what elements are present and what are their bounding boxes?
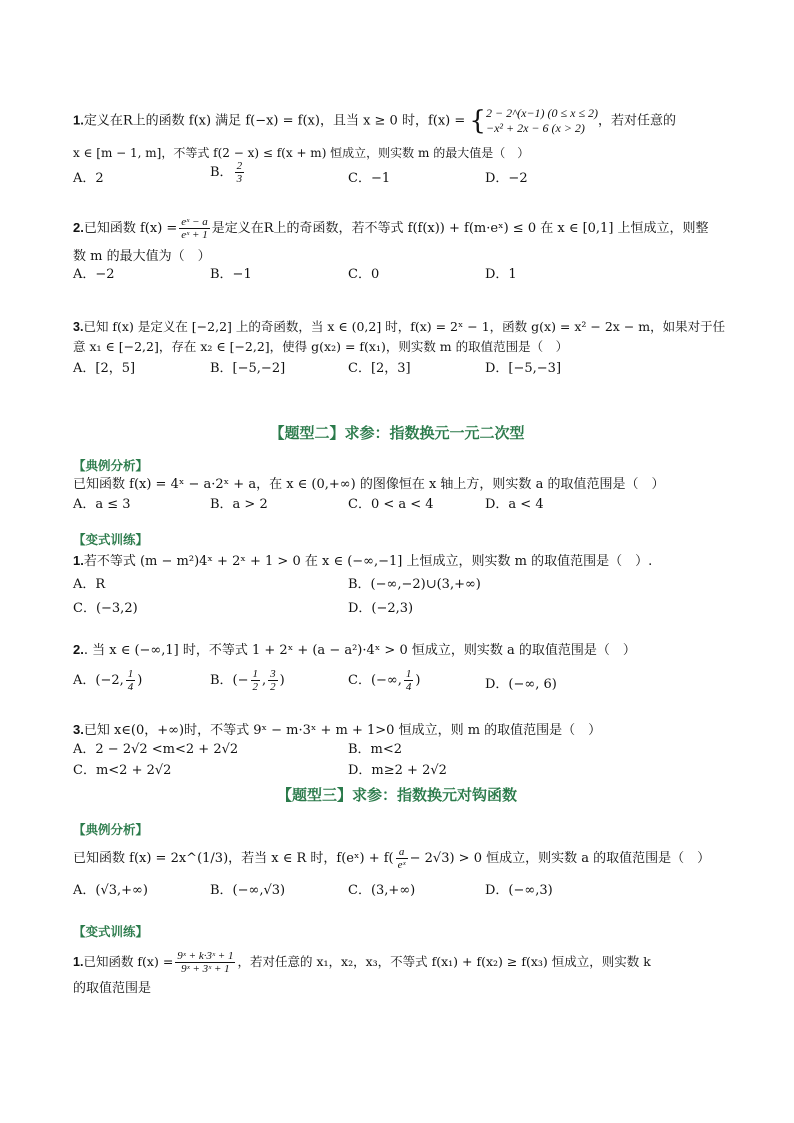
frac-num: 3	[270, 668, 276, 680]
frac-num: 1	[127, 668, 134, 680]
section2-t2-option-a-frac	[126, 668, 136, 693]
q1-text-c: ，若对任意的	[598, 113, 677, 129]
section3-t1-post: ，若对任意的 x₁，x₂，x₃，不等式 f(x₁) + f(x₂) ≥ f(x₃) 恒成立，则实数 k	[237, 954, 651, 969]
q1-option-a[interactable]: A．2	[73, 171, 104, 186]
section2-t2-option-b-frac1	[251, 668, 261, 693]
q1-option-d[interactable]: D．−2	[485, 171, 528, 186]
frac-den: 4	[405, 681, 412, 693]
q1-case2: −x² + 2x − 6 (x > 2)	[485, 121, 585, 135]
section2-t3-option-b[interactable]: B．m<2	[348, 742, 403, 757]
q2-option-b[interactable]: B．−1	[210, 267, 252, 282]
frac-den: 2	[270, 681, 276, 693]
section2-t2-option-d[interactable]: D．(−∞, 6)	[485, 677, 557, 692]
q1-text-a: 定义在R上的函数 f(x) 满足 f(−x) = f(x)，且当 x ≥ 0 时，f(x) =	[83, 113, 466, 129]
section3-example-option-d[interactable]: D．(−∞,3)	[485, 883, 553, 898]
q1-option-b-den: 3	[236, 173, 243, 185]
frac-den: 4	[127, 681, 134, 693]
section3-t1-line	[73, 950, 651, 975]
q1-option-c[interactable]: C．−1	[348, 171, 391, 186]
section2-t1-text: 若不等式 (m − m²)4ˣ + 2ˣ + 1 > 0 在 x ∈ (−∞,−1] 上恒成立，则实数 m 的取值范围是（ ）.	[83, 554, 653, 569]
q1-line2: x ∈ [m − 1, m]，不等式 f(2 − x) ≤ f(x + m) 恒成立，则实数 m 的最大值是（ ）	[73, 146, 530, 160]
section3-example-option-a[interactable]: A．(√3,+∞)	[73, 883, 148, 898]
section2-example-option-a[interactable]: A．a ≤ 3	[73, 497, 131, 512]
q3-option-d[interactable]: D．[−5,−3]	[485, 361, 562, 376]
section2-example-option-c[interactable]: C．0 < a < 4	[348, 497, 434, 512]
section2-title: 【题型二】求参：指数换元一元二次型	[269, 424, 525, 442]
q3-option-a[interactable]: A．[2，5]	[73, 361, 136, 376]
section2-t2-option-a[interactable]: A．(−2, $\frac{1}{4}$ )	[73, 668, 143, 693]
section2-example-line: 已知函数 f(x) = 4ˣ − a·2ˣ + a，在 x ∈ (0,+∞) 的图像恒在 x 轴上方，则实数 a 的取值范围是（ ）	[73, 477, 665, 492]
frac-num: 9ˣ + k·3ˣ + 1	[177, 950, 234, 962]
frac-den: 9ˣ + 3ˣ + 1	[181, 963, 230, 975]
section2-t3-text: 已知 x∈(0，+∞)时，不等式 9ˣ − m·3ˣ + m + 1>0 恒成立，则 m 的取值范围是（ ）	[83, 723, 602, 738]
section2-example-option-d[interactable]: D．a < 4	[485, 497, 544, 512]
section2-t2-line	[73, 641, 636, 660]
section2-t1-line	[73, 552, 652, 571]
q1-brace: {	[469, 106, 486, 136]
frac-num: 1	[252, 668, 259, 680]
section2-t3-option-c[interactable]: C．m<2 + 2√2	[73, 763, 172, 778]
q2-line1	[73, 216, 709, 241]
q1-option-b-frac	[235, 160, 245, 185]
frac-num: 1	[405, 668, 412, 680]
q1-option-b[interactable]	[210, 160, 246, 185]
frac-num: a	[396, 846, 408, 859]
section3-title: 【题型三】求参：指数换元对钩函数	[276, 786, 517, 804]
section2-t2-option-c-frac	[404, 668, 414, 693]
section2-train-tag: 【变式训练】	[73, 532, 149, 547]
section3-example-tag: 【典例分析】	[73, 822, 149, 837]
section3-example-post: − 2√3) > 0 恒成立，则实数 a 的取值范围是（ ）	[409, 851, 711, 866]
q2-pre: 已知函数 f(x) =	[83, 221, 178, 236]
section2-t3-option-a[interactable]: A．2 − 2√2 <m<2 + 2√2	[73, 742, 239, 757]
q3-number: 3.	[73, 320, 84, 334]
section2-t1-option-d[interactable]: D．(−2,3)	[348, 601, 414, 616]
section2-t2-option-c[interactable]: C．(−∞, $\frac{1}{4}$ )	[348, 668, 421, 693]
section2-t1-option-b[interactable]: B．(−∞,−2)∪(3,+∞)	[348, 577, 481, 592]
section2-t3-option-d[interactable]: D．m≥2 + 2√2	[348, 763, 447, 778]
q1-option-b-label: B．	[210, 165, 233, 180]
section3-example-option-b[interactable]: B．(−∞,√3)	[210, 883, 286, 898]
section3-t1-number: 1.	[73, 955, 84, 969]
section2-t1-option-c[interactable]: C．(−3,2)	[73, 601, 138, 616]
q1-case1: 2 − 2^(x−1) (0 ≤ x ≤ 2)	[485, 106, 599, 120]
section2-t3-number: 3.	[73, 722, 84, 737]
section3-t1-pre: 已知函数 f(x) =	[83, 954, 174, 969]
q3-option-c[interactable]: C．[2，3]	[348, 361, 411, 376]
section3-example-line	[73, 846, 710, 871]
frac-den: 2	[252, 681, 259, 693]
q3-line2: 意 x₁ ∈ [−2,2]，存在 x₂ ∈ [−2,2]，使得 g(x₂) = f(x₁)，则实数 m 的取值范围是（ ）	[73, 339, 569, 354]
section3-example-pre: 已知函数 f(x) = 2x^(1/3)，若当 x ∈ R 时，f(eˣ) + f(	[73, 851, 394, 866]
q2-line2: 数 m 的最大值为（ ）	[73, 249, 211, 264]
section2-example-option-b[interactable]: B．a > 2	[210, 497, 268, 512]
q2-option-c[interactable]: C．0	[348, 267, 380, 282]
q2-post: 是定义在R上的奇函数，若不等式 f(f(x)) + f(m·eˣ) ≤ 0 在 x ∈ [0,1] 上恒成立，则整	[211, 221, 709, 236]
q1-number: 1.	[73, 112, 84, 128]
section3-example-option-c[interactable]: C．(3,+∞)	[348, 883, 416, 898]
q2-frac-num: eˣ − a	[181, 216, 208, 228]
q2-frac	[179, 216, 209, 241]
frac-den: eˣ	[397, 859, 406, 871]
section2-t2-option-a-pre: A．(−2,	[73, 673, 124, 688]
section2-t2-option-b-pre: B．(−	[210, 673, 249, 688]
section2-t2-option-b[interactable]: B．(− $\frac{1}{2}$ , $\frac{3}{2}$ )	[210, 668, 285, 693]
section3-t1-line2: 的取值范围是	[73, 981, 152, 996]
q3-text-1: 已知 f(x) 是定义在 [−2,2] 上的奇函数，当 x ∈ (0,2] 时，f(x) = 2ˣ − 1，函数 g(x) = x² − 2x − m，如果对于任	[83, 319, 726, 334]
section2-t2-text: . 当 x ∈ (−∞,1] 时，不等式 1 + 2ˣ + (a − a²)·4ˣ > 0 恒成立，则实数 a 的取值范围是（ ）	[83, 643, 636, 658]
q3-option-b[interactable]: B．[−5,−2]	[210, 361, 286, 376]
section2-example-tag: 【典例分析】	[73, 458, 149, 473]
q3-line1	[73, 318, 725, 336]
section3-train-tag: 【变式训练】	[73, 924, 149, 939]
section2-t1-number: 1.	[73, 553, 84, 568]
q2-option-a[interactable]: A．−2	[73, 267, 115, 282]
section3-t1-frac	[175, 950, 235, 975]
q1-cases	[486, 106, 598, 136]
section2-t3-line	[73, 721, 601, 740]
section2-t1-option-a[interactable]: A．R	[73, 577, 106, 592]
q1-line1	[73, 106, 676, 136]
q2-option-d[interactable]: D．1	[485, 267, 517, 282]
section2-t2-number: 2.	[73, 642, 84, 657]
section2-t2-option-b-frac2	[268, 668, 278, 693]
section3-example-frac	[396, 846, 408, 871]
q1-option-b-num: 2	[236, 160, 243, 172]
section2-t2-option-c-pre: C．(−∞,	[348, 673, 402, 688]
q2-number: 2.	[73, 220, 84, 235]
q2-frac-den: eˣ + 1	[181, 229, 208, 241]
